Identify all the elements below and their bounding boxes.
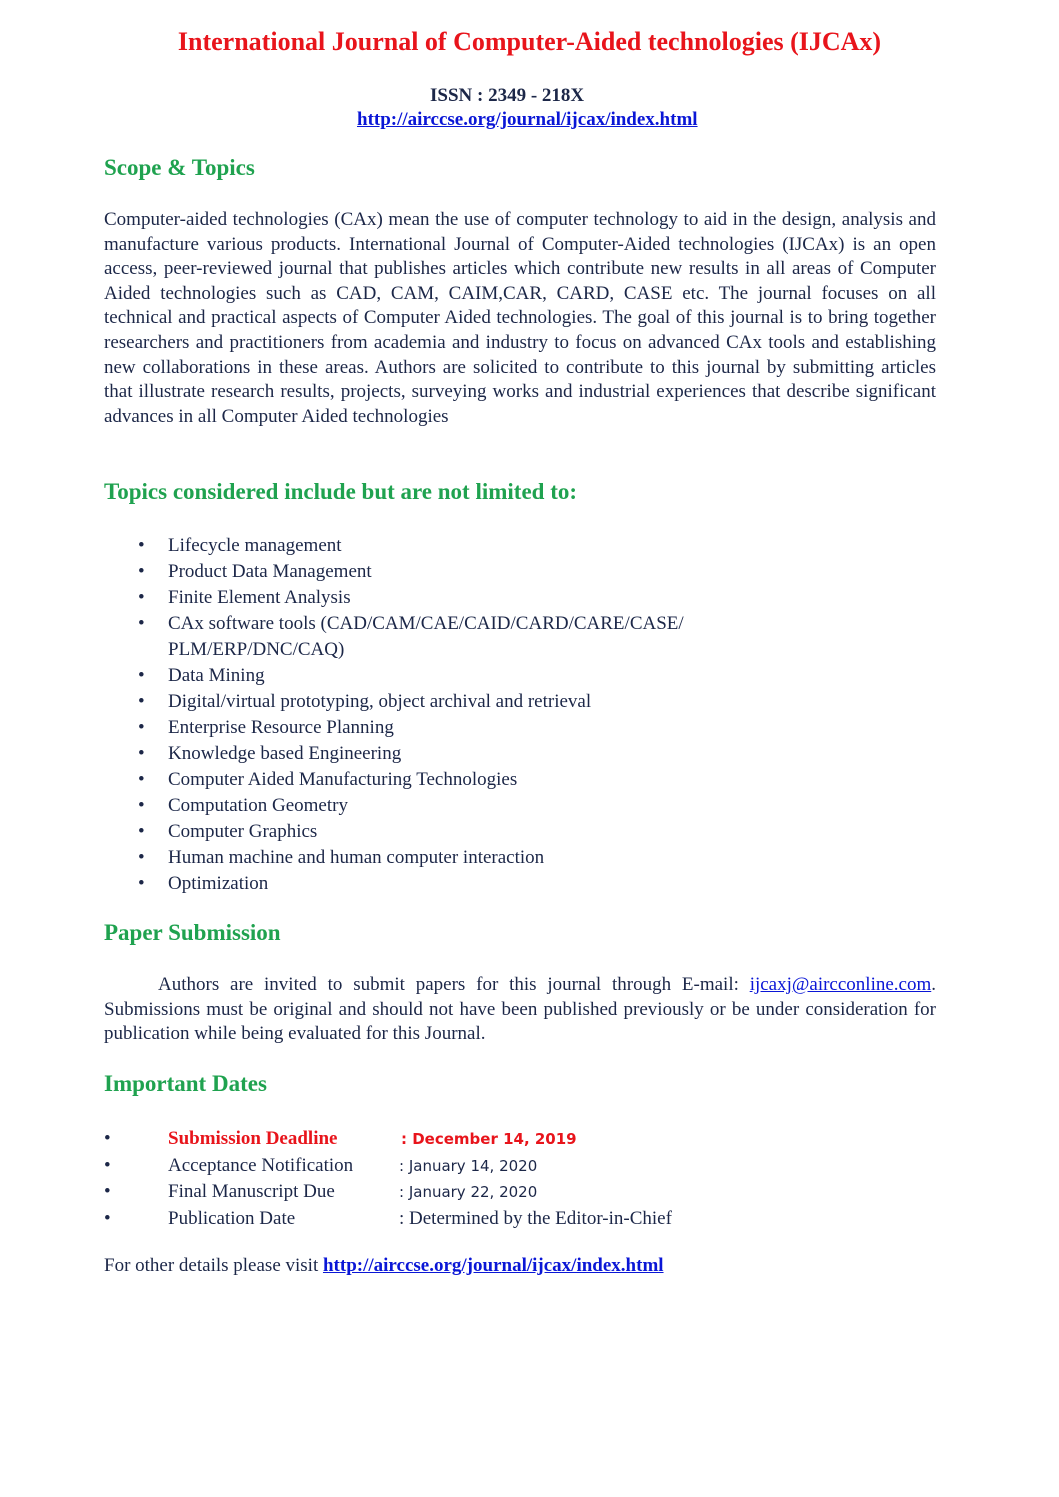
footer-text: For other details please visit [104, 1255, 323, 1276]
list-item: • Knowledge based Engineering [104, 741, 768, 767]
scope-paragraph: Computer-aided technologies (CAx) mean the use of computer technology to aid in the design, analysis and manufacture various products. International Journal of Computer-Aided technologies (IJCAx) is an open access, peer-reviewed journal that publishes articles which contribute new results in all areas of Computer Aided technologies such as CAD, CAM, CAIM,CAR, CARD, CASE etc. The journal focuses on all technical and practical aspects of Computer Aided technologies. The goal of this journal is to bring together researchers and practitioners from academia and industry to focus on advanced CAx tools and establishing new collaborations in these areas. Authors are solicited to contribute to this journal by submitting articles that illustrate research results, projects, surveying works and industrial experiences that describe significant advances in all Computer Aided technologies [104, 209, 936, 427]
dates-heading: Important Dates [104, 1071, 267, 1096]
date-value: : December 14, 2019 [401, 1130, 577, 1148]
date-label: Publication Date [168, 1207, 296, 1229]
list-item: • Computation Geometry [104, 793, 768, 819]
email-link[interactable]: ijcaxj@aircconline.com [749, 974, 932, 995]
date-value: : January 22, 2020 [399, 1183, 538, 1201]
journal-title: International Journal of Computer-Aided technologies (IJCAx) [177, 27, 882, 56]
topics-list [104, 533, 768, 897]
date-row-submission [104, 1126, 904, 1153]
date-row-final [104, 1179, 904, 1206]
scope-heading: Scope & Topics [104, 155, 255, 180]
list-item: • Computer Aided Manufacturing Technologies [104, 767, 768, 793]
list-item: • Optimization [104, 871, 768, 897]
list-item: • Product Data Management [104, 559, 768, 585]
submission-text: Authors are invited to submit papers for this journal through E-mail: [158, 974, 750, 995]
topics-heading: Topics considered include but are not limited to: [104, 479, 578, 504]
date-label: Final Manuscript Due [168, 1181, 335, 1202]
list-item: • Lifecycle management [104, 533, 768, 559]
list-item: • Computer Graphics [104, 819, 768, 845]
list-item: • Digital/virtual prototyping, object archival and retrieval [104, 689, 768, 715]
date-value: : Determined by the Editor-in-Chief [399, 1207, 672, 1229]
list-item: • Enterprise Resource Planning [104, 715, 768, 741]
list-item: • Human machine and human computer interaction [104, 845, 768, 871]
submission-paragraph [104, 973, 936, 1047]
list-item: • Data Mining [104, 663, 768, 689]
issn: ISSN : 2349 - 218X [430, 85, 585, 106]
bullet-icon: • [104, 1181, 111, 1202]
date-row-publication [104, 1206, 904, 1233]
date-label: Submission Deadline [168, 1128, 338, 1149]
submission-heading: Paper Submission [104, 920, 281, 945]
bullet-icon: • [104, 1128, 111, 1149]
list-item: • Finite Element Analysis [104, 585, 768, 611]
bullet-icon: • [104, 1207, 111, 1229]
date-value: : January 14, 2020 [399, 1156, 538, 1175]
dates-list [104, 1126, 904, 1232]
journal-link[interactable]: http://airccse.org/journal/ijcax/index.html [357, 109, 698, 130]
list-item [104, 611, 768, 663]
submission-text-rest: . Submissions must be original and should not have been published previously or be under consideration for publication while being evaluated for this Journal. [104, 974, 936, 1045]
list-item-text: • CAx software tools (CAD/CAM/CAE/CAID/CARD/CARE/CASE/ PLM/ERP/DNC/CAQ) [168, 613, 684, 660]
date-row-acceptance [104, 1153, 904, 1180]
date-label: Acceptance Notification [168, 1154, 354, 1176]
footer-line [104, 1255, 664, 1277]
footer-link[interactable]: http://airccse.org/journal/ijcax/index.html [322, 1255, 664, 1276]
bullet-icon: • [104, 1154, 111, 1176]
